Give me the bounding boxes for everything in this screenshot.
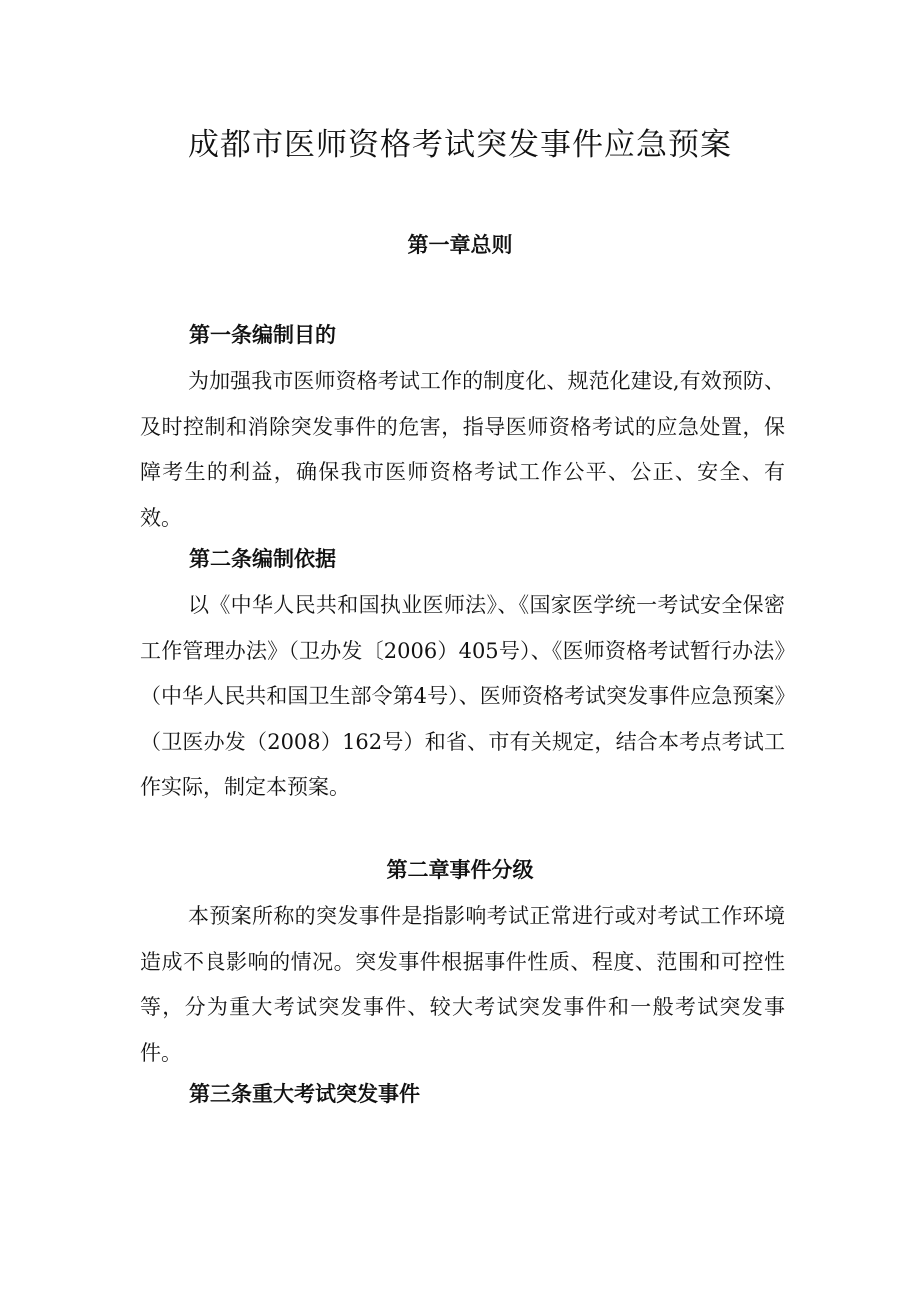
chapter-2-heading: 第二章事件分级 [386, 858, 534, 882]
document-title: 成都市医师资格考试突发事件应急预案 [188, 127, 732, 163]
article-1-paragraph: 为加强我市医师资格考试工作的制度化、规范化建设,有效预防、及时控制和消除突发事件的危害，指导医师资格考试的应急处置，保障考生的利益，确保我市医师资格考试工作公平、公正、安全、有效。 [140, 369, 785, 530]
article-3-heading: 第三条重大考试突发事件 [189, 1082, 420, 1106]
chapter-1-heading: 第一章总则 [407, 233, 513, 257]
article-2-heading: 第二条编制依据 [189, 547, 336, 571]
article-1-heading: 第一条编制目的 [189, 323, 336, 347]
article-2-paragraph: 以《中华人民共和国执业医师法》、《国家医学统一考试安全保密工作管理办法》（卫办发〔2006）405号）、《医师资格考试暂行办法》（中华人民共和国卫生部令第4号）、医师资格考试突发事件应急预案》（卫医办发（2008）162号）和省、市有关规定，结合本考点考试工作实际，制定本预案。 [140, 593, 785, 799]
chapter-2-intro-paragraph: 本预案所称的突发事件是指影响考试正常进行或对考试工作环境造成不良影响的情况。突发事件根据事件性质、程度、范围和可控性等，分为重大考试突发事件、较大考试突发事件和一般考试突发事件。 [140, 904, 785, 1065]
